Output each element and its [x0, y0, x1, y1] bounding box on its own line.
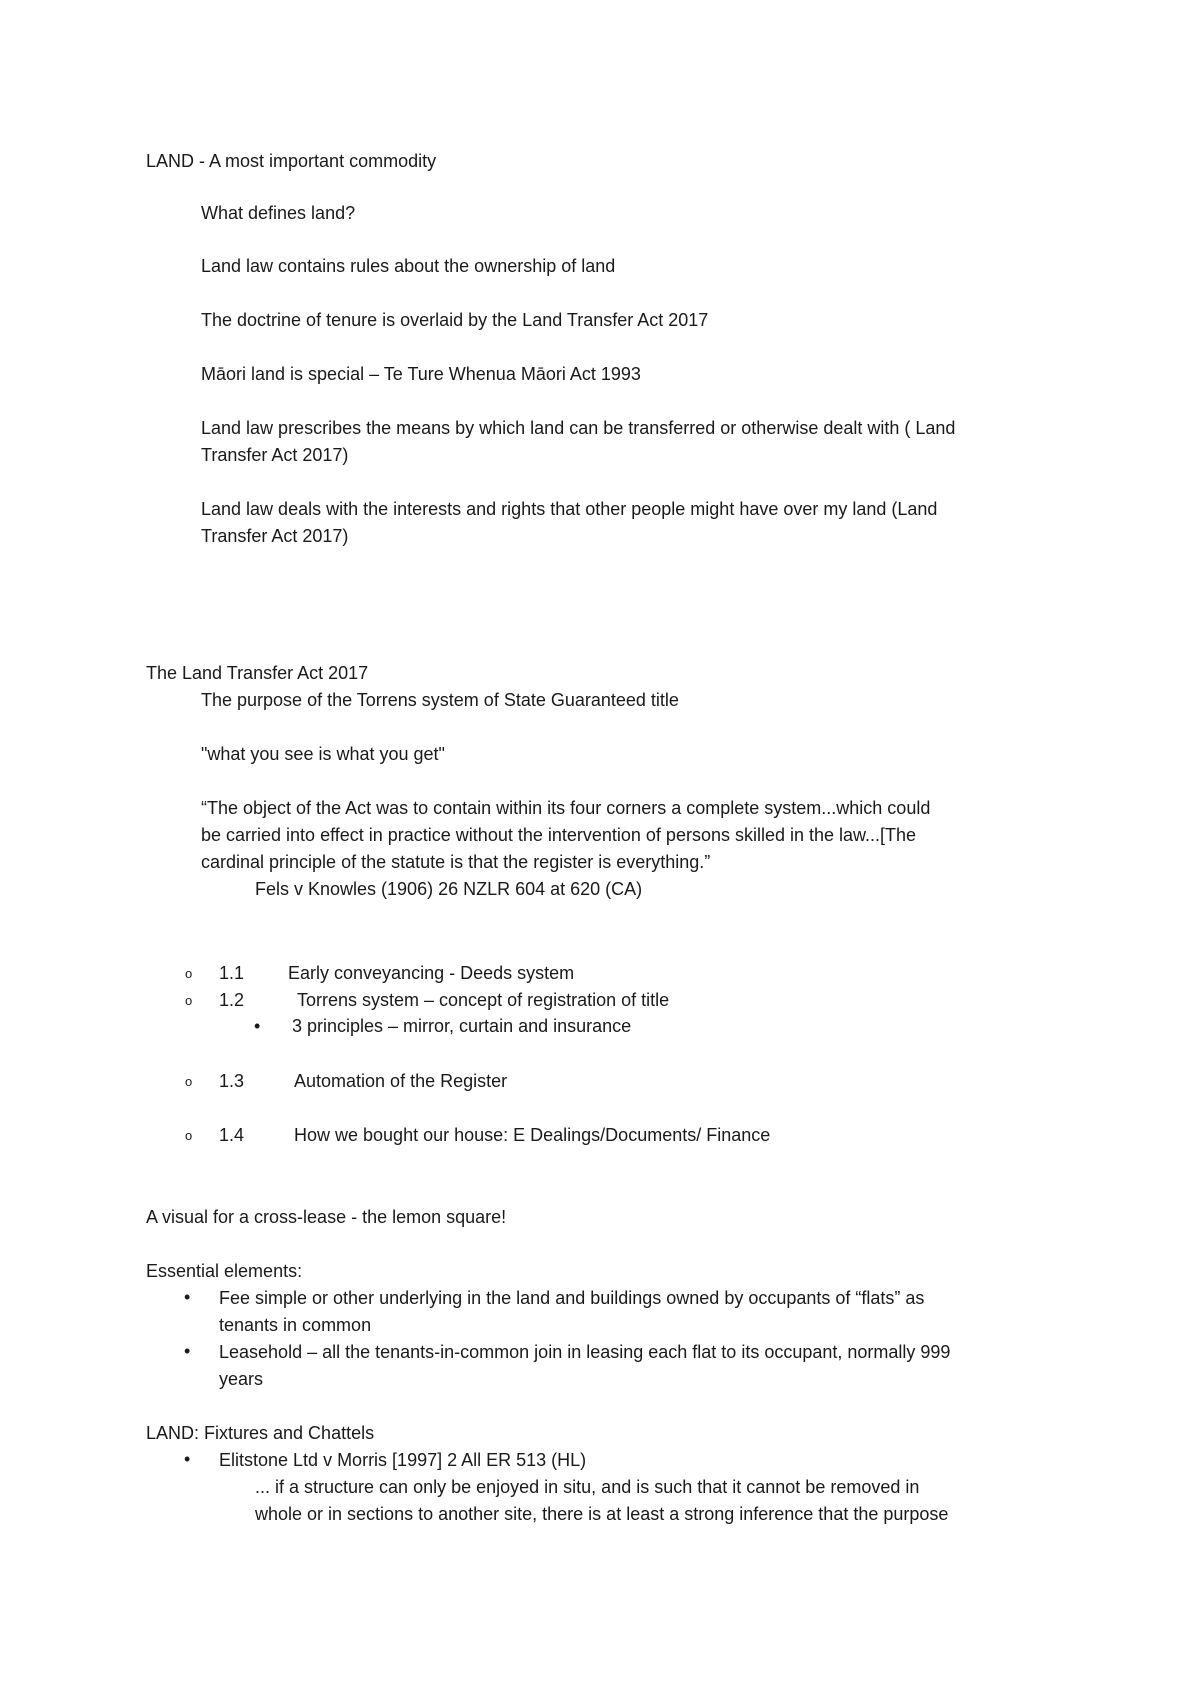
element-1-line-b: tenants in common [219, 1315, 372, 1335]
bullet-icon: • [184, 1341, 191, 1361]
intro-line-5a: Land law prescribes the means by which land can be transferred or otherwise dealt with ( Land [201, 418, 956, 438]
intro-line-5b: Transfer Act 2017) [201, 445, 349, 465]
lta-line-1: The purpose of the Torrens system of State Guaranteed title [201, 690, 679, 710]
bullet-icon: • [184, 1287, 191, 1307]
intro-line-2: Land law contains rules about the ownership of land [201, 256, 616, 276]
quote-citation: Fels v Knowles (1906) 26 NZLR 604 at 620 (CA) [255, 879, 643, 899]
section-heading-lta: The Land Transfer Act 2017 [146, 663, 369, 683]
outline-item-1-4: How we bought our house: E Dealings/Documents/ Finance [294, 1125, 771, 1145]
essential-elements-heading: Essential elements: [146, 1261, 303, 1281]
element-1-line-a: Fee simple or other underlying in the land and buildings owned by occupants of “flats” as [219, 1288, 925, 1308]
element-2-line-b: years [219, 1369, 264, 1389]
bullet-icon: • [184, 1449, 191, 1469]
intro-line-6a: Land law deals with the interests and rights that other people might have over my land (Land [201, 499, 938, 519]
crosslease-line: A visual for a cross-lease - the lemon square! [146, 1207, 507, 1227]
outline-marker: o [185, 1074, 193, 1089]
outline-number-1-3: 1.3 [219, 1071, 245, 1091]
intro-line-3: The doctrine of tenure is overlaid by the Land Transfer Act 2017 [201, 310, 709, 330]
case-citation: Elitstone Ltd v Morris [1997] 2 All ER 513 (HL) [219, 1450, 587, 1470]
outline-subitem-principles: 3 principles – mirror, curtain and insurance [292, 1016, 632, 1036]
element-2-line-a: Leasehold – all the tenants-in-common join in leasing each flat to its occupant, normally 999 [219, 1342, 951, 1362]
fixtures-heading: LAND: Fixtures and Chattels [146, 1423, 375, 1443]
outline-item-1-3: Automation of the Register [294, 1071, 508, 1091]
fixtures-quote-line-1: ... if a structure can only be enjoyed in situ, and is such that it cannot be removed in [255, 1477, 920, 1497]
quote-line-1: “The object of the Act was to contain within its four corners a complete system...which could [201, 798, 931, 818]
outline-marker: o [185, 993, 193, 1008]
outline-marker: o [185, 1128, 193, 1143]
outline-marker: o [185, 966, 193, 981]
quote-line-3: cardinal principle of the statute is that the register is everything.” [201, 852, 711, 872]
quote-line-2: be carried into effect in practice without the intervention of persons skilled in the law...[The [201, 825, 917, 845]
outline-item-1-1: Early conveyancing - Deeds system [288, 963, 575, 983]
page-title: LAND - A most important commodity [146, 151, 437, 171]
outline-number-1-1: 1.1 [219, 963, 245, 983]
outline-item-1-2: Torrens system – concept of registration of title [297, 990, 670, 1010]
outline-number-1-4: 1.4 [219, 1125, 245, 1145]
intro-line-1: What defines land? [201, 203, 356, 223]
fixtures-quote-line-2: whole or in sections to another site, there is at least a strong inference that the purpose [255, 1504, 949, 1524]
lta-line-2: "what you see is what you get" [201, 744, 445, 764]
intro-line-6b: Transfer Act 2017) [201, 526, 349, 546]
outline-number-1-2: 1.2 [219, 990, 245, 1010]
bullet-icon: • [254, 1016, 261, 1036]
intro-line-4: Māori land is special – Te Ture Whenua Māori Act 1993 [201, 364, 641, 384]
